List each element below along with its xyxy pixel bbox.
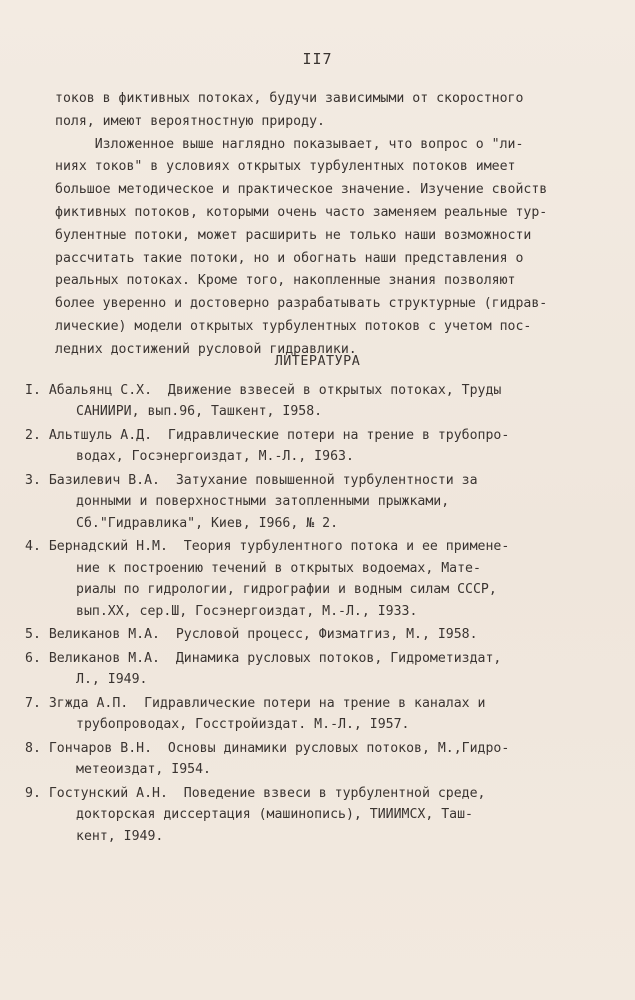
reference-item [25, 738, 605, 781]
reference-item [25, 648, 605, 691]
text-line: большое методическое и практическое значение. Изучение свойств [55, 182, 548, 198]
body-text [55, 88, 575, 362]
reference-line: 8. Гончаров В.Н. Основы динамики русловых потоков, М.,Гидро- [25, 740, 510, 756]
text-line: токов в фиктивных потоках, будучи зависимыми от скоростного [55, 91, 524, 106]
reference-item [25, 536, 605, 622]
text-line: ниях токов" в условиях открытых турбулентных потоков имеет [55, 159, 516, 175]
text-line: рассчитать такие потоки, но и обогнать наши представления о [55, 250, 524, 266]
reference-line: водах, Госэнергоиздат, М.-Л., I963. [76, 449, 354, 465]
reference-line: 2. Альтшуль А.Д. Гидравлические потери на трение в трубопро- [25, 428, 510, 443]
reference-item [25, 783, 605, 847]
text-line: булентные потоки, может расширить не только наши возможности [55, 227, 532, 243]
text-line: более уверенно и достоверно разрабатывать структурные (гидрав- [55, 296, 548, 312]
reference-line: докторская диссертация (машинопись), ТИИИМСХ, Таш- [76, 807, 473, 823]
reference-item [25, 624, 605, 645]
reference-item [25, 693, 605, 736]
reference-line: ние к построению течений в открытых водоемах, Мате- [76, 560, 481, 576]
reference-line: 6. Великанов М.А. Динамика русловых потоков, Гидрометиздат, [25, 650, 502, 666]
page-number: II7 [302, 50, 333, 68]
reference-line: 4. Бернадский Н.М. Теория турбулентного потока и ее примене- [25, 539, 510, 555]
text-line: ледних достижений русловой гидравлики. [55, 341, 357, 357]
reference-line: риалы по гидрологии, гидрографии и водным силам СССР, [76, 582, 497, 598]
reference-item [25, 380, 605, 423]
reference-line: метеоиздат, I954. [76, 762, 211, 778]
reference-line: 9. Гостунский А.Н. Поведение взвеси в турбулентной среде, [25, 785, 486, 801]
reference-line: Сб."Гидравлика", Киев, I966, № 2. [76, 515, 339, 531]
text-line: поля, имеют вероятностную природу. [55, 113, 325, 129]
reference-line: трубопроводах, Госстройиздат. М.-Л., I957. [76, 717, 410, 733]
reference-line: САНИИРИ, вып.96, Ташкент, I958. [76, 404, 323, 420]
paragraph-1 [55, 88, 575, 134]
reference-line: 7. Згжда А.П. Гидравлические потери на трение в каналах и [25, 695, 486, 711]
text-line: лические) модели открытых турбулентных потоков с учетом пос- [55, 318, 532, 334]
reference-line: донными и поверхностными затопленными прыжками, [76, 494, 450, 510]
text-line: фиктивных потоков, которыми очень часто заменяем реальные тур- [55, 204, 548, 220]
text-line: Изложенное выше наглядно показывает, что вопрос о "ли- [55, 136, 524, 152]
paragraph-2 [55, 134, 575, 362]
reference-line: вып.XX, сер.Ш, Госэнергоиздат, М.-Л., I933. [76, 603, 418, 619]
reference-line: I. Абальянц С.Х. Движение взвесей в открытых потоках, Труды [25, 383, 502, 398]
reference-line: 3. Базилевич В.А. Затухание повышенной турбулентности за [25, 473, 478, 488]
references-heading: ЛИТЕРАТУРА [274, 354, 361, 369]
reference-line: Л., I949. [76, 672, 148, 688]
text-line: реальных потоках. Кроме того, накопленные знания позволяют [55, 273, 516, 289]
references-list [25, 380, 605, 849]
reference-item [25, 470, 605, 534]
reference-item [25, 425, 605, 468]
reference-line: кент, I949. [76, 828, 164, 844]
reference-line: 5. Великанов М.А. Русловой процесс, Физматгиз, М., I958. [25, 627, 478, 643]
